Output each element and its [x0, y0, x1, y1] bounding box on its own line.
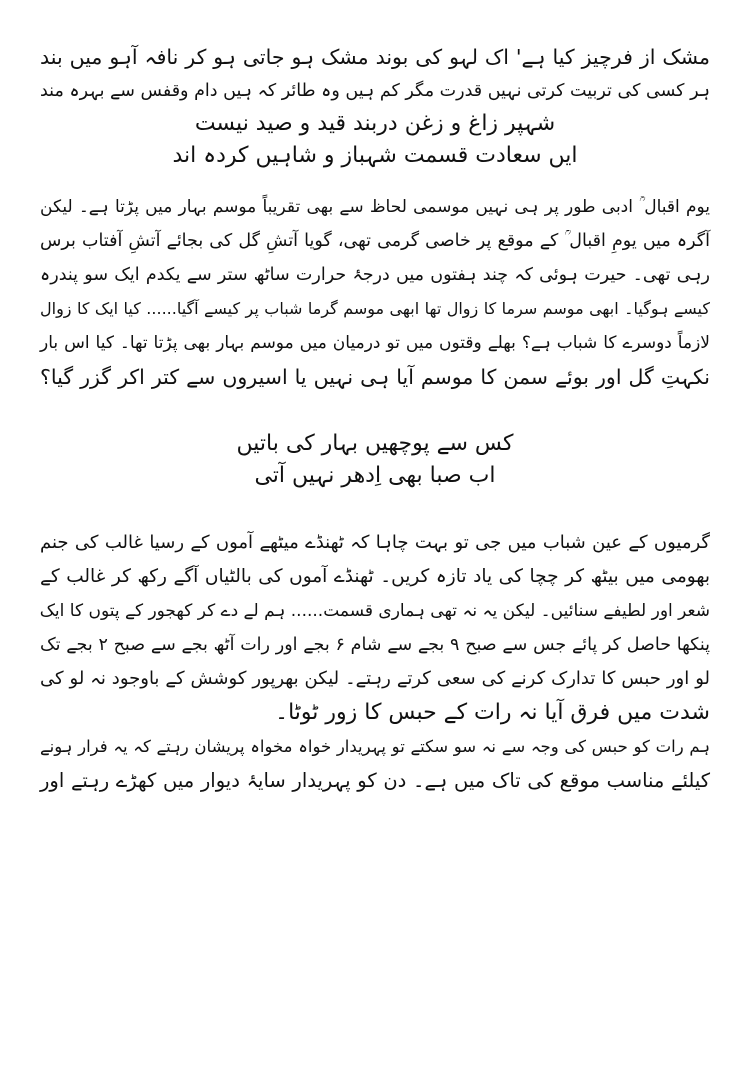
text-line: کیلئے مناسب موقع کی تاک میں ہے۔ دن کو پہریدار سایۂ دیوار میں کھڑے رہتے اور [40, 769, 710, 792]
text-line: ہم رات کو حبس کی وجہ سے نہ سو سکتے تو پہریدار خواہ مخواہ پریشان رہتے کہ یہ فرار ہونے [40, 737, 710, 756]
paragraph-3 [40, 730, 710, 798]
verse-line: ایں سعادت قسمت شہباز و شاہیں کردہ اند [172, 143, 578, 168]
opening-couplet [40, 40, 710, 108]
text-line: شدت میں فرق آیا نہ رات کے حبس کا زور ٹوٹا۔ [275, 700, 710, 725]
spacer [40, 172, 710, 190]
verse-line: اب صبا بھی اِدھر نہیں آتی [254, 463, 496, 488]
verse-line: کس سے پوچھیں بہار کی باتیں [236, 431, 514, 456]
text-line: گرمیوں کے عین شباب میں جی تو بہت چاہا کہ ٹھنڈے میٹھے آموں کے رسیا غالب کی جنم [40, 532, 710, 553]
persian-verse [40, 108, 710, 172]
text-line: آگرہ میں یومِ اقبال ؒ کے موقع پر خاصی گرمی تھی، گویا آتشِ گل کی بجائے آتشِ آفتاب برس [40, 231, 710, 251]
text-line: رہی تھی۔ حیرت ہوئی کہ چند ہفتوں میں درجۂ حرارت ساٹھ ستر سے یکدم ایک سو پندرہ [40, 265, 710, 285]
text-line: بھومی میں بیٹھ کر چچا کی یاد تازہ کریں۔ ٹھنڈے آموں کی بالٹیاں آگے رکھ کر غالب کے [40, 566, 710, 587]
paragraph-2 [40, 526, 710, 730]
text-line: مشک از فرچیز کیا ہے' اک لہو کی بوند مشک ہو جاتی ہو کر نافہ آہو میں بند [40, 45, 710, 69]
text-line: پنکھا حاصل کر پائے جس سے صبح ۹ بجے سے شام ۶ بجے اور رات آٹھ بجے سے صبح ۲ بجے تک [40, 635, 710, 655]
text-line: یوم اقبال ؒ ادبی طور پر ہی نہیں موسمی لحاظ سے بھی تقریباً موسم بہار میں پڑتا ہے۔ لیکن [40, 197, 710, 217]
spacer [40, 492, 710, 526]
couplet [40, 428, 710, 492]
spacer [40, 394, 710, 428]
text-line: شعر اور لطیفے سنائیں۔ لیکن یہ نہ تھی ہماری قسمت...... ہم لے دے کر کھجور کے پتوں کا ایک [39, 601, 710, 621]
text-line: کیسے ہوگیا۔ ابھی موسم سرما کا زوال تھا ابھی موسم گرما شباب پر کیسے آگیا...... کیا ایک کا زوال [40, 299, 710, 318]
text-line: لو اور حبس کا تدارک کرنے کی سعی کرتے رہتے۔ لیکن بھرپور کوشش کے باوجود نہ لو کی [40, 668, 710, 689]
text-line: ہر کسی کی تربیت کرتی نہیں قدرت مگر کم ہیں وہ طائر کہ ہیں دام وقفس سے بہرہ مند [40, 81, 710, 101]
paragraph-1 [40, 190, 710, 394]
text-line: نکہتِ گل اور بوئے سمن کا موسم آیا ہی نہیں یا اسیروں سے کتر اکر گزر گیا؟ [40, 365, 710, 389]
text-line: لازماً دوسرے کا شباب ہے؟ بھلے وقتوں میں تو درمیان میں موسم بہار بھی پڑتا تھا۔ کیا اس بار [40, 333, 710, 353]
verse-line: شہپر زاغ و زغن دربند قید و صید نیست [194, 111, 556, 136]
